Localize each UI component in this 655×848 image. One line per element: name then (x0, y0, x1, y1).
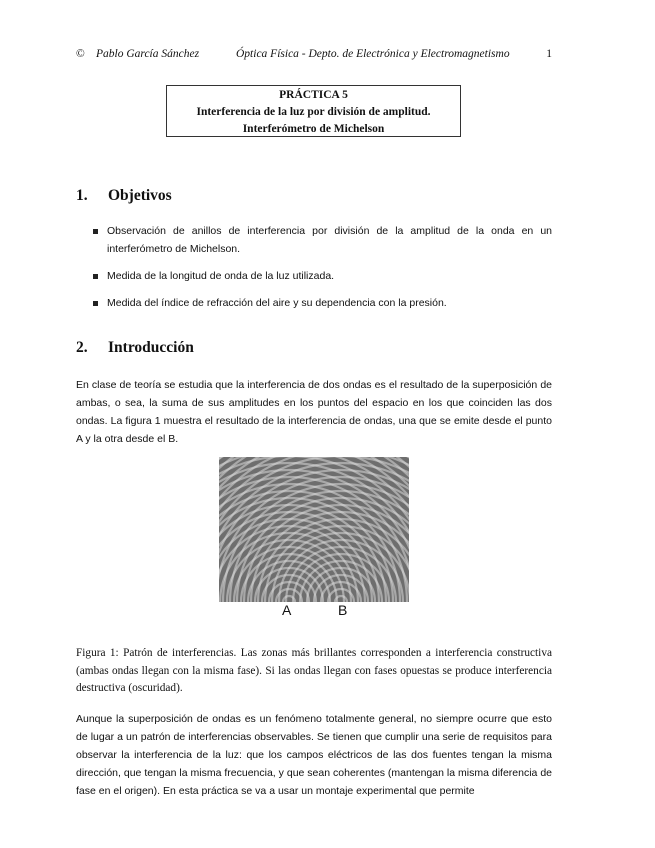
header-course: Óptica Física - Depto. de Electrónica y Electromagnetismo (236, 48, 510, 60)
title-line-3: Interferómetro de Michelson (242, 123, 385, 135)
section-2-number: 2. (76, 339, 88, 356)
title-box (166, 85, 461, 137)
section-1-number: 1. (76, 187, 88, 204)
interference-pattern-image (219, 457, 409, 602)
list-item: Medida del índice de refracción del aire y su dependencia con la presión. (92, 294, 552, 312)
figure-label-a: A (282, 602, 292, 618)
title-line-1: PRÁCTICA 5 (279, 89, 348, 101)
section-2-heading (76, 339, 194, 357)
section-1-title: Objetivos (108, 187, 172, 204)
figure-caption: Figura 1: Patrón de interferencias. Las zonas más brillantes corresponden a interferencia constructiva (ambas ondas llegan con la misma fase). Si las ondas llegan con fases opuestas se produce interferencia destructiva (oscuridad). (76, 647, 552, 694)
section-1-heading (76, 187, 172, 205)
list-item: Observación de anillos de interferencia por división de la amplitud de la onda en un interferómetro de Michelson. (92, 222, 552, 258)
bullet-icon (93, 274, 98, 279)
objectives-list (92, 222, 552, 321)
section-2-title: Introducción (108, 339, 194, 356)
title-line-2: Interferencia de la luz por división de amplitud. (196, 106, 431, 118)
intro-paragraph-1: En clase de teoría se estudia que la interferencia de dos ondas es el resultado de la superposición de ambas, o sea, la suma de sus amplitudes en los puntos del espacio en los que coinciden las dos ondas. La figura 1 muestra el resultado de la interferencia de ondas, una que se emite desde el punto A y la otra desde el B. (76, 379, 552, 445)
bullet-icon (93, 229, 98, 234)
bullet-icon (93, 301, 98, 306)
figure-label-b: B (338, 602, 348, 618)
header-author: Pablo García Sánchez (96, 48, 200, 60)
interference-figure (219, 457, 409, 602)
copyright-symbol: © (76, 48, 85, 60)
intro-paragraph-2: Aunque la superposición de ondas es un fenómeno totalmente general, no siempre ocurre que esto de lugar a un patrón de interferencias observables. Se tienen que cumplir una serie de requisitos para observar la interferencia de la luz: que los campos eléctricos de las dos fuentes tengan la misma dirección, que tengan la misma frecuencia, y que sean coherentes (mantengan la misma diferencia de fase en el origen). En esta práctica se va a usar un montaje experimental que permite (76, 713, 552, 797)
page-number: 1 (546, 48, 552, 60)
list-item: Medida de la longitud de onda de la luz utilizada. (92, 267, 552, 285)
